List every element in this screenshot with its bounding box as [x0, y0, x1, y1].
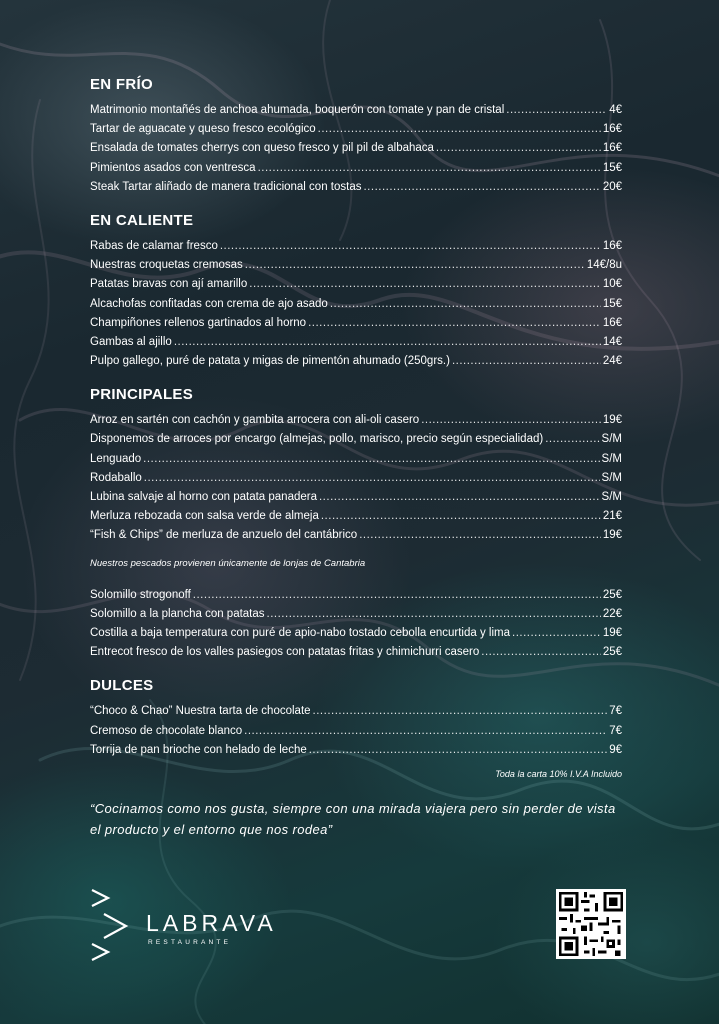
item-price: 14€ — [602, 335, 622, 348]
dot-leader — [421, 411, 601, 430]
item-price: 15€ — [602, 297, 622, 310]
item-name: Gambas al ajillo — [90, 335, 172, 348]
item-name: Tartar de aguacate y queso fresco ecológico — [90, 123, 316, 136]
restaurant-quote: “Cocinamos como nos gusta, siempre con una mirada viajera pero sin perder de vista el producto y el entorno que nos rodea” — [90, 801, 616, 837]
item-name: Ensalada de tomates cherrys con queso fresco y pil pil de albahaca — [90, 142, 434, 155]
menu-item — [90, 488, 622, 507]
menu-item — [90, 295, 622, 314]
item-name: Rodaballo — [90, 471, 142, 484]
menu-item — [90, 702, 622, 721]
item-name: Lubina salvaje al horno con patata panadera — [90, 491, 317, 503]
item-name: Entrecot fresco de los valles pasiegos con patatas fritas y chimichurri casero — [90, 646, 480, 659]
item-price: 19€ — [602, 626, 622, 639]
item-name: Costilla a baja temperatura con puré de apio-nabo tostado cebolla encurtida y lima — [90, 626, 511, 639]
item-name: Cremoso de chocolate blanco — [90, 724, 243, 737]
dot-leader — [321, 507, 601, 526]
item-name: Alcachofas confitadas con crema de ajo asado — [90, 297, 328, 310]
item-name: Arroz en sartén con cachón y gambita arrocera con ali-oli casero — [90, 414, 420, 427]
menu-item — [90, 507, 622, 526]
logo-chevrons-icon — [90, 888, 140, 963]
item-name: “Fish & Chips” de merluza de anzuelo del cantábrico — [90, 529, 358, 542]
menu-item — [90, 605, 622, 624]
tax-note: Toda la carta 10% I.V.A Incluido — [495, 768, 622, 779]
menu-item — [90, 643, 622, 662]
dot-leader — [193, 586, 601, 605]
item-name: Pulpo gallego, puré de patata y migas de pimentón ahumado (250grs.) — [90, 355, 450, 368]
labrava-logo — [90, 888, 310, 963]
menu-item — [90, 237, 622, 256]
item-price: 16€ — [602, 239, 622, 252]
dot-leader — [330, 295, 601, 314]
dot-leader — [452, 352, 601, 371]
menu-item — [90, 333, 622, 352]
dot-leader — [512, 624, 601, 643]
dot-leader — [308, 314, 601, 333]
menu-item — [90, 411, 622, 430]
section-principales — [90, 385, 622, 662]
brand-subtitle: RESTAURANTE — [148, 939, 232, 946]
item-price: 7€ — [609, 705, 622, 718]
dot-leader — [545, 430, 599, 449]
item-price: 14€/8u — [586, 259, 622, 272]
item-name: “Choco & Chao” Nuestra tarta de chocolate — [90, 705, 311, 718]
menu-item — [90, 159, 622, 178]
item-price: 22€ — [602, 607, 622, 620]
menu-item — [90, 275, 622, 294]
item-price: 21€ — [602, 510, 622, 523]
menu-item — [90, 178, 622, 197]
item-name: Patatas bravas con ají amarillo — [90, 278, 248, 291]
item-price: 4€ — [609, 104, 622, 116]
dot-leader — [244, 722, 607, 741]
item-price: 16€ — [602, 123, 622, 136]
dot-leader — [319, 488, 600, 507]
section-title: EN FRÍO — [90, 76, 153, 93]
dot-leader — [309, 741, 607, 760]
menu-item — [90, 586, 622, 605]
item-price: 25€ — [602, 646, 622, 659]
item-price: 20€ — [602, 180, 622, 193]
menu-item — [90, 430, 622, 449]
item-name: Champiñones rellenos gartinados al horno — [90, 316, 307, 329]
item-name: Solomillo strogonoff — [90, 588, 191, 601]
item-price: 15€ — [602, 161, 622, 174]
section-title: PRINCIPALES — [90, 386, 194, 404]
dot-leader — [174, 333, 601, 352]
item-price: 19€ — [602, 414, 622, 427]
menu-item — [90, 101, 622, 120]
item-price: S/M — [601, 471, 622, 484]
menu-item — [90, 120, 622, 139]
item-name: Nuestras croquetas cremosas — [90, 259, 243, 272]
item-name: Merluza rebozada con salsa verde de almeja — [90, 510, 319, 523]
section-title: DULCES — [90, 677, 154, 695]
dot-leader — [363, 178, 600, 197]
menu-item — [90, 314, 622, 333]
brand-name: LABRAVA — [146, 910, 277, 936]
item-price: 19€ — [602, 529, 622, 542]
dot-leader — [318, 120, 601, 139]
menu-item — [90, 469, 622, 488]
item-name: Matrimonio montañés de anchoa ahumada, boquerón con tomate y pan de cristal — [90, 104, 505, 116]
dot-leader — [313, 702, 608, 721]
item-name: Lenguado — [90, 452, 142, 465]
item-price: 9€ — [609, 743, 622, 756]
dot-leader — [267, 605, 601, 624]
menu-item — [90, 139, 622, 158]
item-name: Solomillo a la plancha con patatas — [90, 607, 265, 620]
dot-leader — [245, 256, 585, 275]
dot-leader — [143, 450, 599, 469]
dot-leader — [258, 159, 601, 178]
item-name: Rabas de calamar fresco — [90, 239, 218, 252]
section-title: EN CALIENTE — [90, 211, 194, 229]
menu-item — [90, 722, 622, 741]
dot-leader — [359, 526, 601, 545]
item-price: 16€ — [602, 142, 622, 155]
item-price: 25€ — [602, 588, 622, 601]
item-name: Disponemos de arroces por encargo (almejas, pollo, marisco, precio según especialidad) — [90, 433, 544, 446]
menu-content — [90, 75, 622, 782]
menu-item — [90, 256, 622, 275]
fish-origin-note: Nuestros pescados provienen únicamente de lonjas de Cantabria — [90, 557, 366, 569]
dot-leader — [249, 275, 601, 294]
item-name: Torrija de pan brioche con helado de leche — [90, 743, 307, 756]
section-en-caliente — [90, 211, 622, 371]
item-price: S/M — [601, 433, 622, 446]
item-price: 10€ — [602, 278, 622, 291]
dot-leader — [144, 469, 600, 488]
item-price: S/M — [601, 491, 622, 503]
section-dulces — [90, 676, 622, 760]
qr-code-icon — [556, 889, 626, 959]
item-name: Steak Tartar aliñado de manera tradicional con tostas — [90, 180, 362, 193]
item-name: Pimientos asados con ventresca — [90, 161, 256, 174]
dot-leader — [436, 139, 601, 158]
menu-item — [90, 352, 622, 371]
menu-item — [90, 450, 622, 469]
dot-leader — [506, 101, 607, 120]
item-price: S/M — [601, 452, 622, 465]
section-en-frio — [90, 75, 622, 197]
menu-item — [90, 526, 622, 545]
menu-item — [90, 741, 622, 760]
dot-leader — [220, 237, 601, 256]
item-price: 7€ — [609, 724, 622, 737]
menu-item — [90, 624, 622, 643]
item-price: 16€ — [602, 316, 622, 329]
dot-leader — [481, 643, 601, 662]
item-price: 24€ — [602, 355, 622, 368]
